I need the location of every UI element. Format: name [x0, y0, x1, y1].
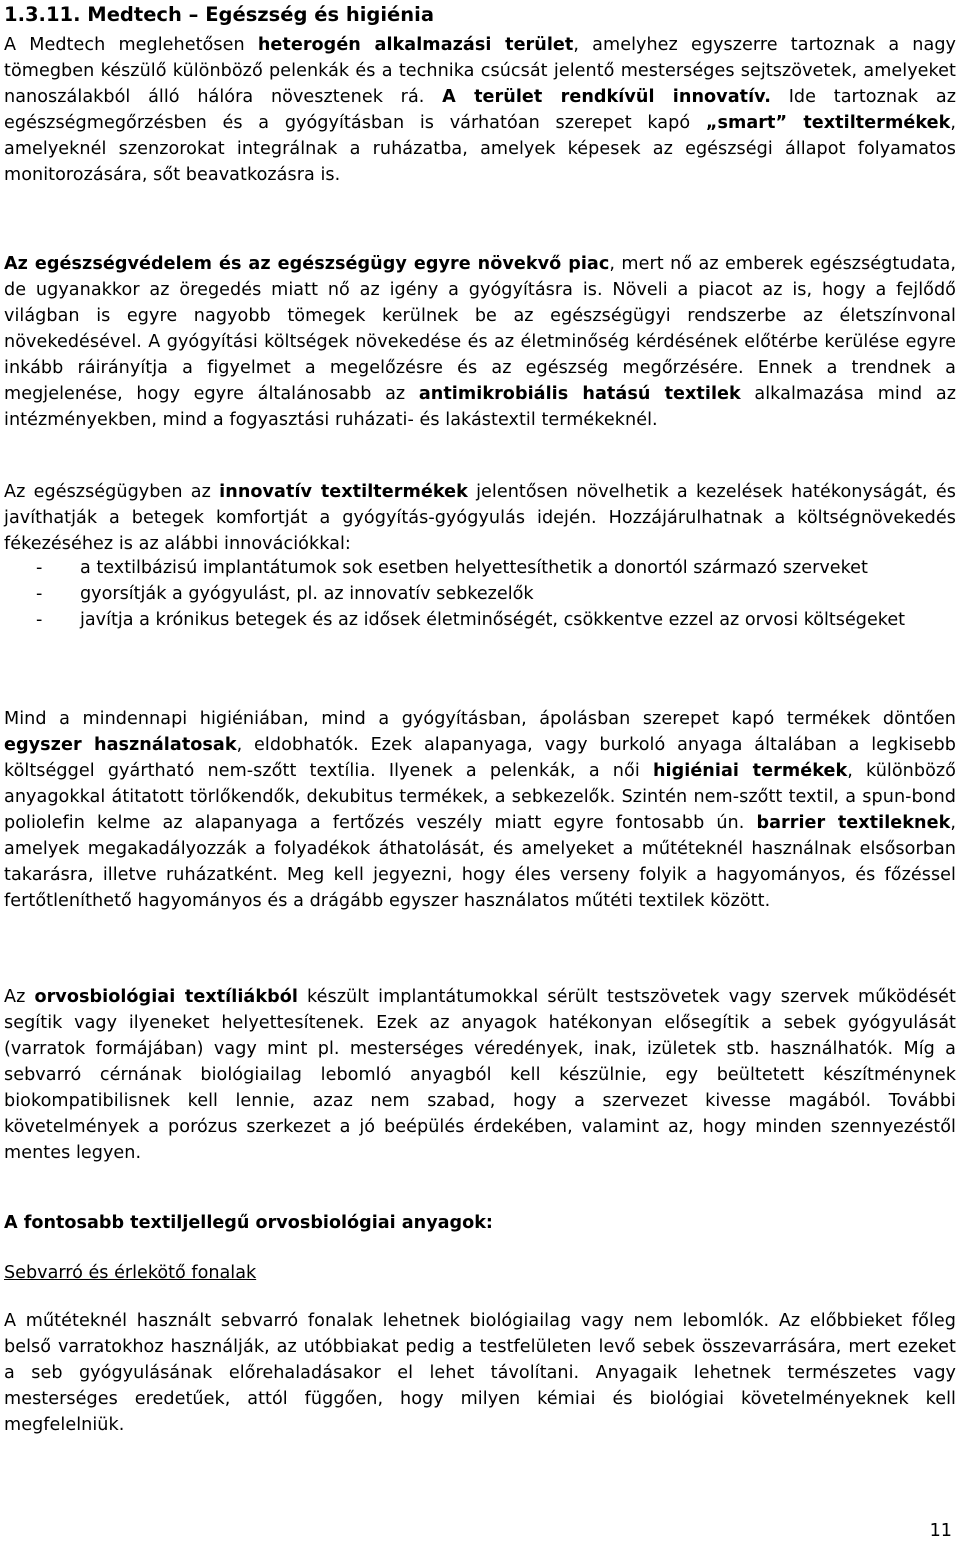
text-run: A Medtech meglehetősen: [4, 35, 258, 55]
list-item-text: a textilbázisú implantátumok sok esetben helyettesíthetik a donortól származó szerveket: [80, 558, 868, 578]
text-run: Mind a mindennapi higiéniában, mind a gyógyításban, ápolásban szerepet kapó termékek döntően: [4, 709, 956, 729]
bold-run: orvosbiológiai textíliákból: [34, 987, 298, 1007]
text-run: , amelyhez egyszerre tartoznak a nagy tömegben készülő különböző pelenkák és a technika csúcsát jelentő mesterséges sejtszövetek, amelyeket nanoszálakból álló hálóra növesztenek rá.: [4, 35, 957, 107]
text-run: alkalmazása mind az intézményekben, mind a fogyasztási ruházati- és lakástextil termékeknél.: [4, 384, 956, 430]
text-run: , eldobhatók. Ezek alapanyaga, vagy burkoló anyaga általában a legkisebb költséggel gyártható nem-szőtt textília. Ilyenek a pelenkák, a női: [4, 735, 956, 781]
list-item-text: gyorsítják a gyógyulást, pl. az innovatív sebkezelők: [80, 584, 534, 604]
bold-run: heterogén alkalmazási terület: [257, 35, 574, 55]
paragraph-health-market: [4, 251, 956, 433]
list-item-text: javítja a krónikus betegek és az idősek életminőségét, csökkentve ezzel az orvosi költségeket: [80, 610, 906, 630]
bold-run: antimikrobiális hatású textilek: [418, 384, 741, 404]
text-run: , amelyek megakadályozzák a folyadékok áthatolását, és amelyeket a műtéteknél használnak elsősorban takarásra, illetve ruházatként. Meg kell jegyezni, hogy éles verseny folyik a hagyományos, és főzéssel fertőtleníthető hagyományos és a drágább egyszer használatos műtéti textilek között.: [4, 813, 956, 911]
text-run: Ide tartoznak az egészségmegőrzésben és a gyógyításban is várhatóan szerepet kapó: [4, 87, 956, 133]
paragraph-innovative-products: [4, 479, 956, 557]
bold-run: A terület rendkívül innovatív.: [442, 87, 771, 107]
text-run: , különböző anyagokkal átitatott törlőkendők, dekubitus termékek, a sebkezelők. Szintén nem-szőtt textil, a spun-bond poliolefin kelme az alapanyaga a fertőzés veszély miatt egyre fontosabb ún.: [4, 761, 956, 833]
bold-run: barrier textileknek: [756, 813, 951, 833]
list-item: [4, 555, 956, 581]
list-dash: -: [36, 584, 43, 604]
list-item: [4, 581, 956, 607]
paragraph-disposable-products: [4, 706, 956, 914]
bold-run: innovatív textiltermékek: [219, 482, 468, 502]
paragraph-medtech-intro: [4, 32, 956, 188]
materials-heading: A fontosabb textiljellegű orvosbiológiai anyagok:: [4, 1213, 493, 1233]
list-dash: -: [36, 610, 43, 630]
section-title: 1.3.11. Medtech – Egészség és higiénia: [4, 3, 435, 26]
paragraph-biomedical-textiles: [4, 984, 956, 1166]
sutures-subheading: Sebvarró és érlekötő fonalak: [4, 1263, 257, 1283]
text-run: készült implantátumokkal sérült testszövetek vagy szervek működését segítik vagy ilyeneket helyettesítenek. Ezek az anyagok hatékonyan elősegítik a sebek gyógyulását (varratok formájában) vagy mint pl. mesterséges véredények, inak, izületek stb. használhatók. Míg a sebvarró cérnának biológiailag lebomló anyagból kell készülnie, egy beültetett készítménynek biokompatibilisnek kell lennie, azaz nem szabad, hogy a szervezet kivesse magából. További követelmények a porózus szerkezet a jó beépülés érdekében, valamint az, hogy minden szennyezéstől mentes legyen.: [4, 987, 956, 1163]
list-item: [4, 607, 956, 633]
text-run: Az: [4, 987, 35, 1007]
text-run: , amelyeknél szenzorokat integrálnak a ruházatba, amelyek képesek az egészségi állapot folyamatos monitorozására, sőt beavatkozásra is.: [4, 113, 956, 185]
bold-run: Az egészségvédelem és az egészségügy egyre növekvő piac: [4, 254, 610, 274]
paragraph-sutures: A műtéteknél használt sebvarró fonalak lehetnek biológiailag vagy nem lebomlók. Az előbbieket főleg belső varratokhoz használják, az utóbbiakat pedig a testfelületen levő sebek összevarrására, mert ezeket a seb gyógyulásának előrehaladásakor el lehet távolítani. Anyagaik lehetnek természetes vagy mesterséges eredetűek, attól függően, hogy milyen kémiai és biológiai követelményeknek kell megfelelniük.: [4, 1311, 956, 1435]
text-run: , mert nő az emberek egészségtudata, de ugyanakkor az öregedés miatt nő az igény a gyógyításra is. Növeli a piacot az is, hogy a fejlődő világban is egyre nagyobb tömegek kerülnek be az egészségügyi rendszerbe az életszínvonal növekedésével. A gyógyítási költségek növekedése és az életminőség kérdésének előtérbe kerülése egyre inkább ráirányítja a figyelmet a megelőzésre és az egészség megőrzésére. Ennek a trendnek a megjelenése, hogy egyre általánosabb az: [4, 254, 957, 404]
bold-run: egyszer használatosak: [4, 735, 237, 755]
list-dash: -: [36, 558, 43, 578]
text-run: Az egészségügyben az: [4, 482, 220, 502]
innovation-list: [4, 555, 956, 633]
bold-run: higiéniai termékek: [652, 761, 848, 781]
page-number: 11: [929, 1521, 952, 1541]
text-run: jelentősen növelhetik a kezelések hatékonyságát, és javíthatják a betegek komfortját a gyógyítás-gyógyulás idején. Hozzájárulhatnak a költségnövekedés fékezéséhez is az alábbi innovációkkal:: [4, 482, 956, 554]
bold-run: „smart” textiltermékek: [705, 113, 951, 133]
